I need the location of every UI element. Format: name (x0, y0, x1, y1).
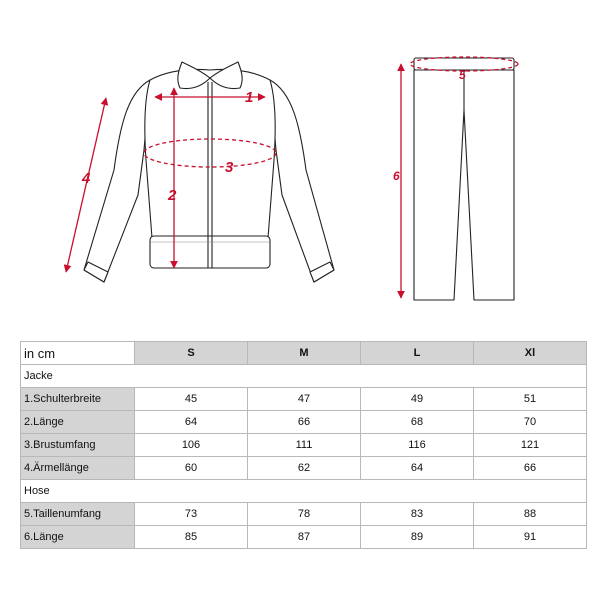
jacket-right-sleeve (270, 80, 334, 282)
row-label: 1.Schulterbreite (21, 388, 135, 411)
table-row (21, 411, 587, 434)
table-row (21, 503, 587, 526)
size-header-l: L (361, 342, 474, 365)
section-title: Jacke (21, 365, 587, 388)
size-header-m: M (248, 342, 361, 365)
table-cell: 64 (361, 457, 474, 480)
table-cell: 66 (248, 411, 361, 434)
jacket-waistband (150, 236, 270, 268)
row-label: 6.Länge (21, 526, 135, 549)
table-cell: 49 (361, 388, 474, 411)
row-label: 2.Länge (21, 411, 135, 434)
table-cell: 111 (248, 434, 361, 457)
row-label: 4.Ärmellänge (21, 457, 135, 480)
table-cell: 60 (135, 457, 248, 480)
marker-1: 1 (245, 89, 254, 106)
table-cell: 68 (361, 411, 474, 434)
table-cell: 89 (361, 526, 474, 549)
table-cell: 51 (474, 388, 587, 411)
size-header-s: S (135, 342, 248, 365)
table-cell: 85 (135, 526, 248, 549)
table-cell: 73 (135, 503, 248, 526)
marker-6: 6 (393, 169, 400, 183)
marker-4: 4 (82, 170, 91, 187)
table-cell: 106 (135, 434, 248, 457)
section-row-jacke (21, 365, 587, 388)
row-label: 5.Taillenumfang (21, 503, 135, 526)
table-cell: 91 (474, 526, 587, 549)
table-cell: 78 (248, 503, 361, 526)
table-row (21, 388, 587, 411)
table-cell: 62 (248, 457, 361, 480)
row-label: 3.Brustumfang (21, 434, 135, 457)
jacket-body (145, 69, 275, 238)
table-row (21, 434, 587, 457)
marker-2: 2 (168, 187, 177, 204)
section-title: Hose (21, 480, 587, 503)
table-cell: 88 (474, 503, 587, 526)
table-row (21, 457, 587, 480)
table-cell: 66 (474, 457, 587, 480)
marker-3: 3 (225, 159, 234, 176)
table-cell: 47 (248, 388, 361, 411)
table-row (21, 526, 587, 549)
table-cell: 64 (135, 411, 248, 434)
unit-label: in cm (21, 342, 135, 365)
table-cell: 83 (361, 503, 474, 526)
pants-drawing (414, 58, 514, 300)
size-header-xl: Xl (474, 342, 587, 365)
section-row-hose (21, 480, 587, 503)
table-cell: 87 (248, 526, 361, 549)
table-cell: 45 (135, 388, 248, 411)
table-cell: 121 (474, 434, 587, 457)
marker-5: 5 (459, 68, 466, 82)
jacket-drawing (84, 62, 334, 282)
jacket-left-sleeve (84, 80, 150, 282)
size-table (20, 341, 587, 549)
table-cell: 70 (474, 411, 587, 434)
size-header-row (21, 342, 587, 365)
table-cell: 116 (361, 434, 474, 457)
